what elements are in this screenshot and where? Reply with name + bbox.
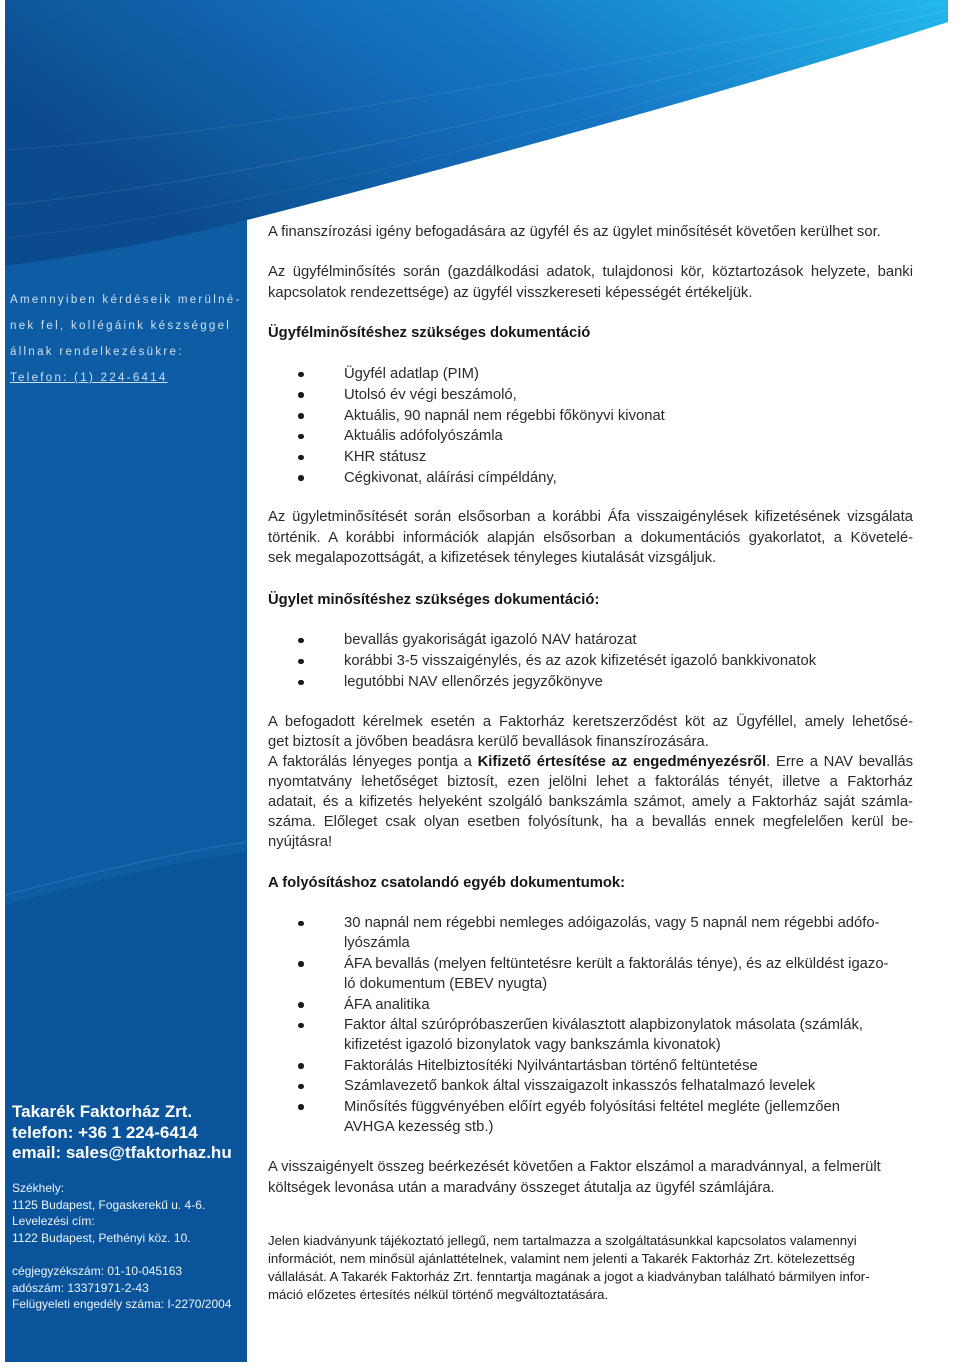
list-item — [268, 1056, 913, 1076]
company-phone: telefon: +36 1 224-6414 — [12, 1122, 198, 1142]
mail-label: Levelezési cím: — [12, 1214, 95, 1229]
list-item-text: ÁFA bevallás (melyen feltüntetésre került a faktorálás ténye), és az elküldést igazo- — [344, 955, 889, 972]
list-item — [268, 1097, 913, 1138]
bullet-icon — [298, 680, 304, 686]
list-item — [268, 447, 913, 468]
paragraph-line: nyomtatvány lehetőséget biztosít, ezen jelölni lehet a faktorálás tényét, illetve a Faktorház — [268, 774, 913, 790]
bullet-icon — [298, 413, 304, 419]
list-item-text: Faktor által szúrópróbaszerűen kiválasztott alapbizonylatok másolata (számlák, — [344, 1017, 863, 1034]
list-item-text: AVHGA kezesség stb.) — [344, 1119, 494, 1136]
bullet-icon — [298, 392, 304, 398]
paragraph-line: Az ügyletminősítését során elsősorban a korábbi Áfa visszaigénylések kifizetésének vizsgálata — [268, 509, 913, 525]
paragraph-line — [268, 752, 913, 772]
list-item — [268, 468, 913, 489]
list-item-text: lyószámla — [344, 935, 410, 952]
bullet-icon — [298, 372, 304, 378]
company-block — [12, 1102, 232, 1164]
disclaimer — [268, 1232, 913, 1304]
hq-address: 1125 Budapest, Fogaskerekű u. 4-6. — [12, 1197, 206, 1212]
contact-line: állnak rendelkezésükre: — [10, 346, 184, 358]
list-item — [268, 364, 913, 385]
list-item — [268, 385, 913, 406]
contact-phone-link[interactable]: Telefon: (1) 224-6414 — [10, 372, 168, 384]
list-item — [268, 406, 913, 427]
list-item-text: Utolsó év végi beszámoló, — [344, 386, 517, 403]
client-docs-heading: Ügyfélminősítéshez szükséges dokumentáció — [268, 325, 591, 341]
list-item-text: Faktorálás Hitelbiztosítéki Nyilvántartásban történő feltüntetése — [344, 1057, 758, 1074]
list-item — [268, 630, 913, 651]
license-number: Felügyeleti engedély száma: I-2270/2004 — [12, 1297, 232, 1312]
list-item-text: Aktuális, 90 napnál nem régebbi főkönyvi kivonat — [344, 407, 665, 424]
registry-block — [12, 1263, 231, 1313]
list-item-text: KHR státusz — [344, 449, 427, 466]
bullet-icon — [298, 921, 304, 927]
list-item — [268, 426, 913, 447]
contract-paragraph — [268, 712, 913, 852]
paragraph-line: költségek levonása után a maradvány összeget átutalja az ügyfél számlájára. — [268, 1180, 775, 1196]
list-item-text: ÁFA analitika — [344, 996, 430, 1013]
bullet-icon — [298, 475, 304, 481]
payout-docs-heading: A folyósításhoz csatolandó egyéb dokumentumok: — [268, 875, 626, 891]
list-item-text: ló dokumentum (EBEV nyugta) — [344, 976, 548, 993]
company-name: Takarék Faktorház Zrt. — [12, 1102, 193, 1121]
paragraph-line: A visszaigényelt összeg beérkezését követően a Faktor elszámol a maradvánnyal, a felmerült — [268, 1159, 881, 1175]
paragraph-line: sek megalapozottságát, a kifizetések tényleges kiutalását vizsgáljuk. — [268, 550, 717, 566]
bullet-icon — [298, 961, 304, 967]
settlement-paragraph — [268, 1157, 913, 1199]
address-block — [12, 1180, 205, 1247]
list-item — [268, 913, 913, 954]
bullet-icon — [298, 1104, 304, 1110]
list-item-text: Minősítés függvényében előírt egyéb folyósítási feltétel megléte (jellemzően — [344, 1098, 840, 1115]
paragraph-line: kapcsolatok rendezettsége) az ügyfél visszkereseti képességét értékeljük. — [268, 284, 753, 301]
bullet-icon — [298, 1063, 304, 1069]
list-item-text: kifizetést igazoló bizonylatok vagy bankszámla kivonatok) — [344, 1037, 721, 1054]
payout-docs-list — [268, 913, 913, 1137]
deal-docs-heading: Ügylet minősítéshez szükséges dokumentáció: — [268, 592, 600, 608]
list-item — [268, 651, 913, 672]
bullet-icon — [298, 434, 304, 440]
paragraph-line: A finanszírozási igény befogadására az ügyfél és az ügylet minősítését követően kerülhet sor. — [268, 224, 881, 240]
disclaimer-line: máció előzetes értesítés nélkül történő megváltoztatására. — [268, 1287, 609, 1302]
list-item — [268, 1076, 913, 1096]
emphasis-text: Kifizető értesítése az engedményezésről — [477, 754, 767, 770]
client-rating-paragraph — [268, 262, 913, 303]
contact-note — [10, 287, 247, 391]
intro-paragraph — [268, 222, 913, 243]
hq-label: Székhely: — [12, 1181, 65, 1195]
deal-rating-paragraph — [268, 507, 913, 569]
text-run: A faktorálás lényeges pontja a — [268, 754, 478, 770]
list-item-text: Ügyfél adatlap (PIM) — [344, 366, 479, 382]
list-item-text: 30 napnál nem régebbi nemleges adóigazolás, vagy 5 napnál nem régebbi adófo- — [344, 915, 880, 931]
bullet-icon — [298, 638, 304, 644]
paragraph-line: get biztosít a jövőben beadásra kerülő bevallások finanszírozására. — [268, 734, 709, 750]
deal-docs-list — [268, 630, 913, 693]
bullet-icon — [298, 455, 304, 461]
tax-number: adószám: 13371971-2-43 — [12, 1280, 149, 1295]
text-run: . Erre a NAV bevallás — [766, 754, 913, 770]
paragraph-line: nyújtásra! — [268, 834, 333, 850]
paragraph-line: Az ügyfélminősítés során (gazdálkodási adatok, tulajdonosi kör, köztartozások helyzete, banki — [268, 264, 913, 280]
list-item — [268, 995, 913, 1015]
company-reg-number: cégjegyzékszám: 01-10-045163 — [12, 1264, 183, 1278]
list-item-text: Cégkivonat, aláírási címpéldány, — [344, 469, 557, 486]
list-item-text: legutóbbi NAV ellenőrzés jegyzőkönyve — [344, 674, 603, 690]
bullet-icon — [298, 1002, 304, 1008]
paragraph-line: A befogadott kérelmek esetén a Faktorház keretszerződést köt az Ügyféllel, amely lehetősé- — [268, 714, 913, 730]
bullet-icon — [298, 1084, 304, 1090]
bullet-icon — [298, 659, 304, 665]
list-item — [268, 1015, 913, 1056]
paragraph-line: adatait, és a kifizetés helyeként szolgáló bankszámla számot, amely a Faktorház saját számla- — [268, 794, 913, 810]
disclaimer-line: Jelen kiadványunk tájékoztató jellegű, nem tartalmazza a szolgáltatásunkkal kapcsolatos valamennyi — [268, 1233, 857, 1248]
list-item — [268, 954, 913, 995]
list-item-text: Számlavezető bankok által visszaigazolt inkasszós felhatalmazó levelek — [344, 1078, 816, 1095]
paragraph-line: történik. A korábbi információk alapján elsősorban a dokumentációs gyakorlatot, a Követelé- — [268, 529, 913, 546]
contact-line: Amennyiben kérdéseik merülné- — [10, 294, 242, 306]
list-item-text: korábbi 3-5 visszaigénylés, és az azok kifizetését igazoló bankkivonatok — [344, 653, 817, 669]
list-item — [268, 672, 913, 693]
disclaimer-line: vállalását. A Takarék Faktorház Zrt. fenntartja magának a jogot a kiadványban található bármilyen infor- — [268, 1269, 870, 1284]
list-item-text: Aktuális adófolyószámla — [344, 428, 503, 445]
disclaimer-line: információt, nem minősül ajánlattételnek, valamint nem jelenti a Takarék Faktorház Zrt. kötelezettség — [268, 1251, 855, 1266]
mail-address: 1122 Budapest, Pethényi köz. 10. — [12, 1231, 191, 1246]
list-item-text: bevallás gyakoriságát igazoló NAV határozat — [344, 632, 637, 648]
bullet-icon — [298, 1023, 304, 1029]
paragraph-line: száma. Előleget csak olyan esetben folyósítunk, ha a bevallás ennek megfelelően kerül be- — [268, 814, 913, 830]
client-docs-list — [268, 364, 913, 489]
contact-line: nek fel, kollégáink készséggel — [10, 320, 232, 332]
company-email: email: sales@tfaktorhaz.hu — [12, 1143, 232, 1162]
